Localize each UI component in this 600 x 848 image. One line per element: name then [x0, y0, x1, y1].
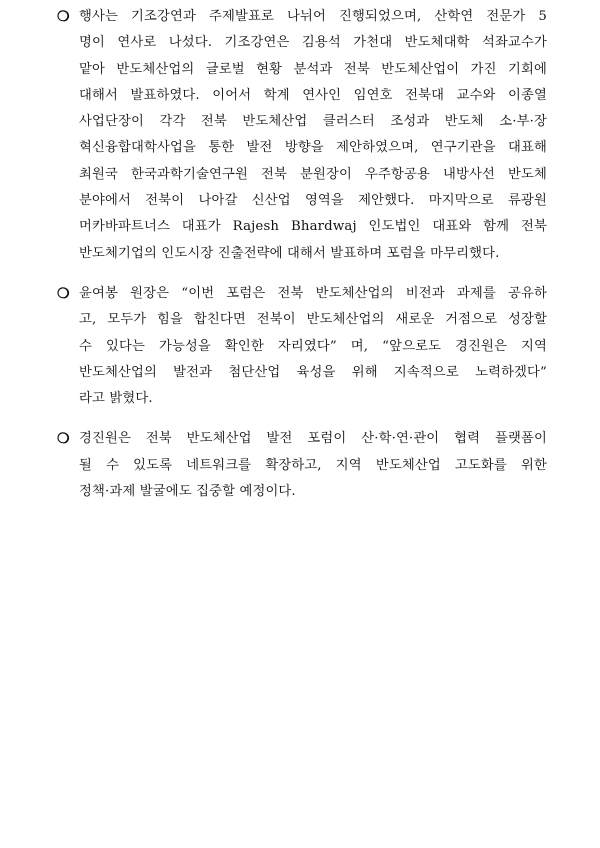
paragraph-line: 반도체산업의 발전과 첨단산업 육성을 위해 지속적으로 노력하겠다” — [79, 364, 547, 380]
paragraph-line: 수 있다는 가능성을 확인한 자리였다” 며, “앞으로도 경진원은 지역 — [79, 338, 547, 354]
paragraph-line: 머카바파트너스 대표가 Rajesh Bhardwaj 인도법인 대표와 함께 전북 — [79, 219, 547, 235]
paragraph-line: 행사는 기조강연과 주제발표로 나뉘어 진행되었으며, 산학연 전문가 5 — [79, 9, 547, 24]
list-item — [57, 426, 547, 505]
paragraph-line: 윤여봉 원장은 “이번 포럼은 전북 반도체산업의 비전과 과제를 공유하 — [79, 285, 547, 301]
list-item — [57, 281, 547, 412]
paragraph — [79, 281, 547, 412]
paragraph-line: 맡아 반도체산업의 글로벌 현황 분석과 전북 반도체산업이 가진 기회에 — [79, 61, 547, 77]
list-item — [57, 4, 547, 267]
paragraph-line: 분야에서 전북이 나아갈 신산업 영역을 제안했다. 마지막으로 류광원 — [79, 193, 547, 209]
hollow-circle-bullet-icon: ❍ — [57, 285, 70, 302]
paragraph-line: 명이 연사로 나섰다. 기조강연은 김용석 가천대 반도체대학 석좌교수가 — [79, 35, 547, 51]
paragraph-line: 정책·과제 발굴에도 집중할 예정이다. — [79, 484, 296, 500]
paragraph-line: 라고 밝혔다. — [79, 391, 153, 407]
bullet-list — [57, 4, 547, 519]
paragraph-line: 고, 모두가 힘을 합친다면 전북이 반도체산업의 새로운 거점으로 성장할 — [79, 312, 547, 328]
paragraph-line: 혁신융합대학사업을 통한 발전 방향을 제안하였으며, 연구기관을 대표해 — [79, 140, 547, 156]
paragraph-line: 경진원은 전북 반도체산업 발전 포럼이 산·학·연·관이 협력 플랫폼이 — [79, 431, 547, 447]
paragraph-line: 반도체기업의 인도시장 진출전략에 대해서 발표하며 포럼을 마무리했다. — [79, 245, 500, 261]
paragraph — [79, 426, 547, 505]
hollow-circle-bullet-icon: ❍ — [57, 9, 70, 25]
paragraph-line: 대해서 발표하였다. 이어서 학계 연사인 임연호 전북대 교수와 이종열 — [79, 87, 547, 103]
paragraph — [79, 4, 547, 267]
paragraph-line: 될 수 있도록 네트워크를 확장하고, 지역 반도체산업 고도화를 위한 — [79, 457, 547, 473]
paragraph-line: 최원국 한국과학기술연구원 전북 분원장이 우주항공용 내방사선 반도체 — [79, 166, 547, 182]
hollow-circle-bullet-icon: ❍ — [57, 431, 70, 448]
paragraph-line: 사업단장이 각각 전북 반도체산업 클러스터 조성과 반도체 소·부·장 — [79, 114, 547, 130]
